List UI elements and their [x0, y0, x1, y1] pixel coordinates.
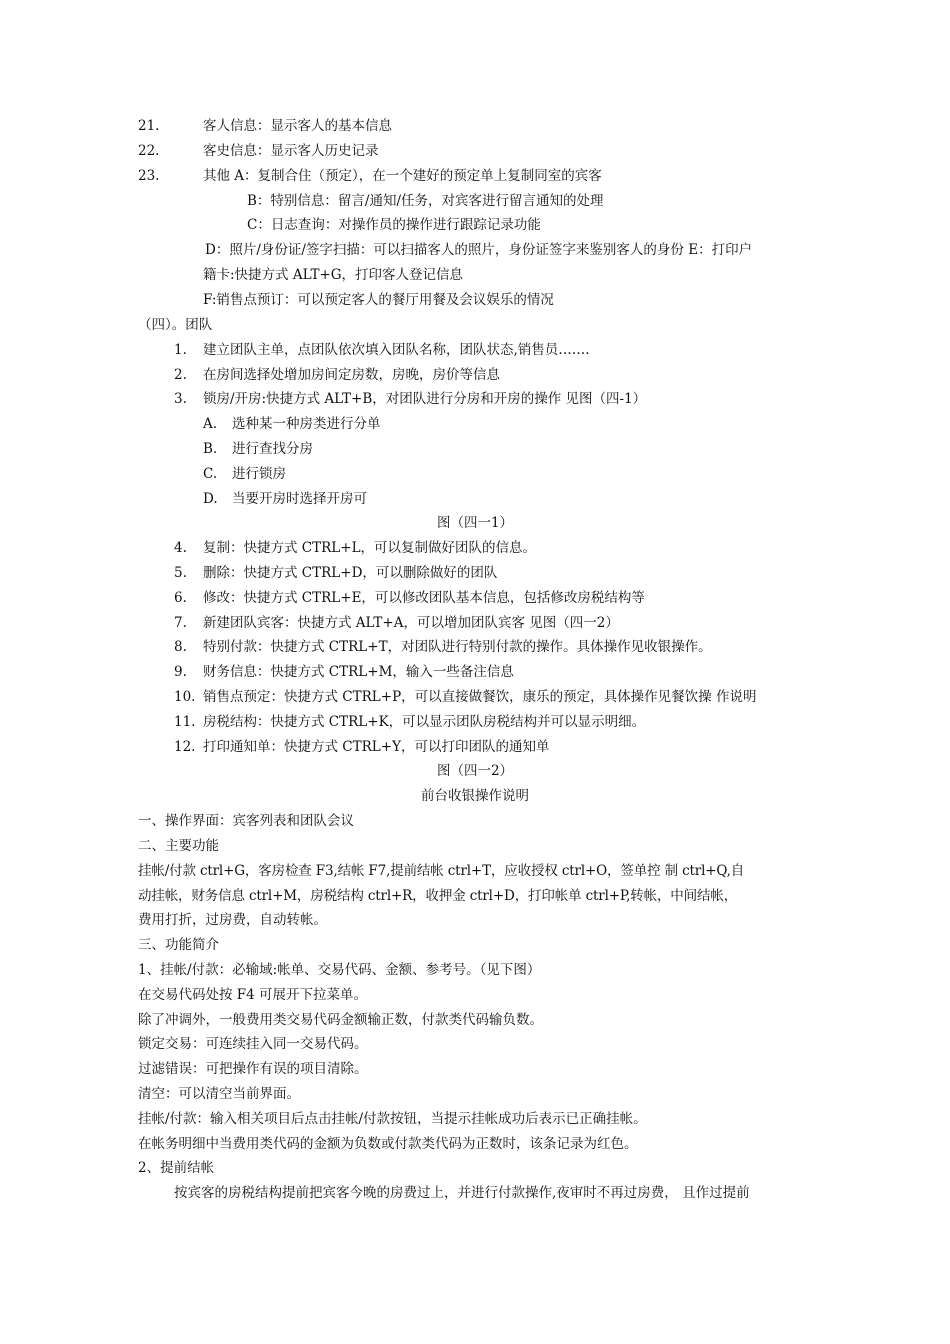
- cashier-line: 三、功能简介: [138, 937, 219, 953]
- item-text: 特别付款：快捷方式 CTRL+T，对团队进行特别付款的操作。具体操作见收银操作。: [203, 639, 712, 655]
- item-number: 4.: [174, 540, 187, 556]
- sub-text: 选种某一种房类进行分单: [232, 416, 381, 432]
- sub-letter: A.: [203, 416, 218, 432]
- sub-letter: B.: [203, 441, 218, 457]
- cashier-line: 过滤错误：可把操作有误的项目清除。: [138, 1061, 368, 1077]
- item-text: 客人信息：显示客人的基本信息: [203, 118, 392, 134]
- figure-caption-4-2: 图（四一2）: [436, 763, 514, 779]
- sub-letter: C.: [203, 466, 218, 482]
- figure-caption-4-1: 图（四一1）: [436, 515, 514, 531]
- cashier-title: 前台收银操作说明: [421, 788, 529, 804]
- sub-item-f: F:销售点预订：可以预定客人的餐厅用餐及会议娱乐的情况: [203, 292, 554, 308]
- cashier-line: 除了冲调外，一般费用类交易代码金额输正数，付款类代码输负数。: [138, 1012, 543, 1028]
- item-text: 财务信息：快捷方式 CTRL+M，输入一些备注信息: [203, 664, 514, 680]
- item-text: 其他 A：复制合住（预定），在一个建好的预定单上复制同室的宾客: [203, 168, 602, 184]
- item-number: 9.: [174, 664, 187, 680]
- cashier-line: 挂帐/付款 ctrl+G，客房检查 F3,结帐 F7,提前结帐 ctrl+T，应收授权 ctrl+O，签单控 制 ctrl+Q,自: [138, 863, 745, 879]
- cashier-line: 二、主要功能: [138, 838, 219, 854]
- item-text: 建立团队主单，点团队依次填入团队名称，团队状态,销售员…….: [203, 342, 590, 358]
- sub-item-b: B：特别信息：留言/通知/任务，对宾客进行留言通知的处理: [247, 193, 604, 209]
- item-number: 5.: [174, 565, 187, 581]
- item-number: 12.: [174, 739, 196, 755]
- item-text: 复制：快捷方式 CTRL+L，可以复制做好团队的信息。: [203, 540, 537, 556]
- item-text: 销售点预定：快捷方式 CTRL+P，可以直接做餐饮，康乐的预定，具体操作见餐饮操 作说明: [203, 689, 757, 705]
- cashier-line: 按宾客的房税结构提前把宾客今晚的房费过上，并进行付款操作,夜审时不再过房费， 且作过提前: [174, 1185, 750, 1201]
- item-text: 删除：快捷方式 CTRL+D，可以删除做好的团队: [203, 565, 498, 581]
- sub-item-c: C：日志查询：对操作员的操作进行跟踪记录功能: [247, 217, 541, 233]
- section-heading-team: （四）。团队: [138, 317, 213, 333]
- item-number: 10.: [174, 689, 196, 705]
- cashier-line: 清空：可以清空当前界面。: [138, 1086, 300, 1102]
- item-number: 3.: [174, 391, 187, 407]
- cashier-line: 动挂帐，财务信息 ctrl+M，房税结构 ctrl+R，收押金 ctrl+D，打印帐单 ctrl+P,转帐，中间结帐，: [138, 888, 738, 904]
- cashier-line: 锁定交易：可连续挂入同一交易代码。: [138, 1036, 368, 1052]
- sub-text: 进行锁房: [232, 466, 286, 482]
- cashier-line: 一、操作界面：宾客列表和团队会议: [138, 813, 354, 829]
- item-text: 客史信息：显示客人历史记录: [203, 143, 379, 159]
- item-text: 打印通知单：快捷方式 CTRL+Y，可以打印团队的通知单: [203, 739, 550, 755]
- item-number: 1.: [174, 342, 187, 358]
- item-text: 房税结构：快捷方式 CTRL+K，可以显示团队房税结构并可以显示明细。: [203, 714, 646, 730]
- sub-text: 当要开房时选择开房可: [232, 491, 367, 507]
- item-text: 新建团队宾客：快捷方式 ALT+A，可以增加团队宾客 见图（四一2）: [203, 615, 619, 631]
- cashier-line: 在交易代码处按 F4 可展开下拉菜单。: [138, 987, 368, 1003]
- sub-text: 进行查找分房: [232, 441, 313, 457]
- item-text: 锁房/开房:快捷方式 ALT+B，对团队进行分房和开房的操作 见图（四-1）: [203, 391, 647, 407]
- item-number: 7.: [174, 615, 187, 631]
- cashier-line: 2、提前结帐: [138, 1160, 215, 1176]
- cashier-line: 挂帐/付款：输入相关项目后点击挂帐/付款按钮，当提示挂帐成功后表示已正确挂帐。: [138, 1111, 647, 1127]
- item-number: 6.: [174, 590, 187, 606]
- sub-letter: D.: [203, 491, 218, 507]
- sub-item-d-line2: 籍卡:快捷方式 ALT+G，打印客人登记信息: [203, 267, 464, 283]
- item-number: 22.: [138, 143, 160, 159]
- item-number: 23.: [138, 168, 160, 184]
- item-text: 在房间选择处增加房间定房数，房晚，房价等信息: [203, 367, 500, 383]
- cashier-line: 费用打折，过房费，自动转帐。: [138, 912, 327, 928]
- sub-item-d-line1: D：照片/身份证/签字扫描：可以扫描客人的照片，身份证签字来鉴别客人的身份 E：打印户: [205, 242, 753, 258]
- item-number: 21.: [138, 118, 160, 134]
- item-number: 2.: [174, 367, 187, 383]
- cashier-line: 1、挂帐/付款：必输域:帐单、交易代码、金额、参考号。（见下图）: [138, 962, 541, 978]
- item-number: 11.: [174, 714, 196, 730]
- item-number: 8.: [174, 639, 187, 655]
- cashier-line: 在帐务明细中当费用类代码的金额为负数或付款类代码为正数时，该条记录为红色。: [138, 1136, 638, 1152]
- item-text: 修改：快捷方式 CTRL+E，可以修改团队基本信息，包括修改房税结构等: [203, 590, 645, 606]
